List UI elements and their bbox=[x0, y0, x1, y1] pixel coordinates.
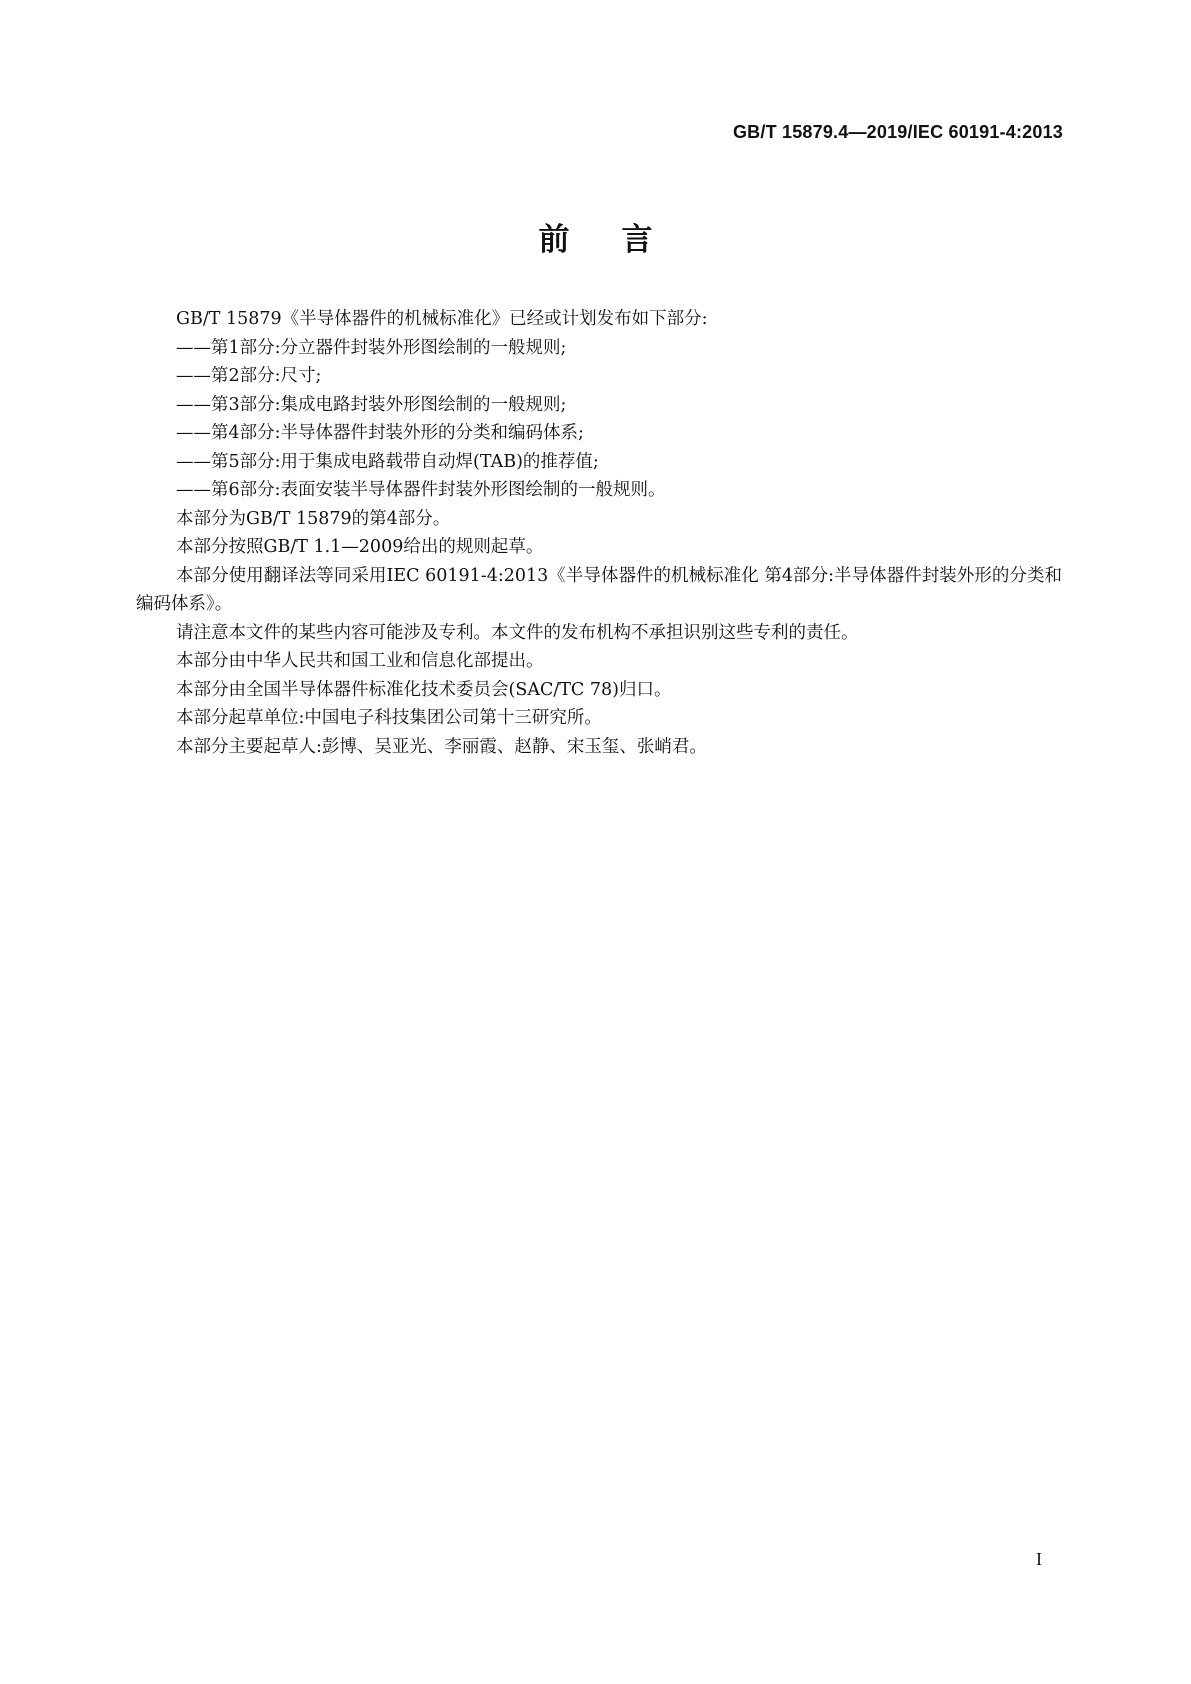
paragraph: 请注意本文件的某些内容可能涉及专利。本文件的发布机构不承担识别这些专利的责任。 bbox=[176, 622, 859, 643]
paragraph: 本部分由中华人民共和国工业和信息化部提出。 bbox=[176, 651, 544, 671]
list-item: ——第2部分:尺寸; bbox=[176, 366, 322, 386]
paragraph: 本部分主要起草人:彭博、吴亚光、李丽霞、赵静、宋玉玺、张峭君。 bbox=[176, 736, 707, 757]
page-number: I bbox=[1036, 1549, 1042, 1569]
intro-paragraph: GB/T 15879《半导体器件的机械标准化》已经或计划发布如下部分: bbox=[176, 309, 708, 329]
list-item: ——第6部分:表面安装半导体器件封装外形图绘制的一般规则。 bbox=[176, 480, 666, 500]
paragraph: 本部分使用翻译法等同采用IEC 60191-4:2013《半导体器件的机械标准化 第4部分:半导体器件封装外形的分类和编码体系》。 bbox=[136, 565, 1062, 614]
list-item: ——第4部分:半导体器件封装外形的分类和编码体系; bbox=[176, 423, 584, 443]
page-title: 前言 bbox=[538, 222, 705, 258]
standard-number-header: GB/T 15879.4—2019/IEC 60191-4:2013 bbox=[732, 122, 1063, 142]
list-item: ——第5部分:用于集成电路载带自动焊(TAB)的推荐值; bbox=[176, 451, 599, 472]
paragraph: 本部分按照GB/T 1.1—2009给出的规则起草。 bbox=[176, 537, 544, 557]
list-item: ——第1部分:分立器件封装外形图绘制的一般规则; bbox=[176, 337, 567, 358]
paragraph: 本部分由全国半导体器件标准化技术委员会(SAC/TC 78)归口。 bbox=[176, 679, 672, 700]
paragraph: 本部分为GB/T 15879的第4部分。 bbox=[176, 508, 451, 529]
paragraph: 本部分起草单位:中国电子科技集团公司第十三研究所。 bbox=[176, 708, 602, 728]
parts-list bbox=[136, 334, 1062, 505]
foreword-body bbox=[136, 305, 1062, 761]
list-item: ——第3部分:集成电路封装外形图绘制的一般规则; bbox=[176, 394, 567, 415]
